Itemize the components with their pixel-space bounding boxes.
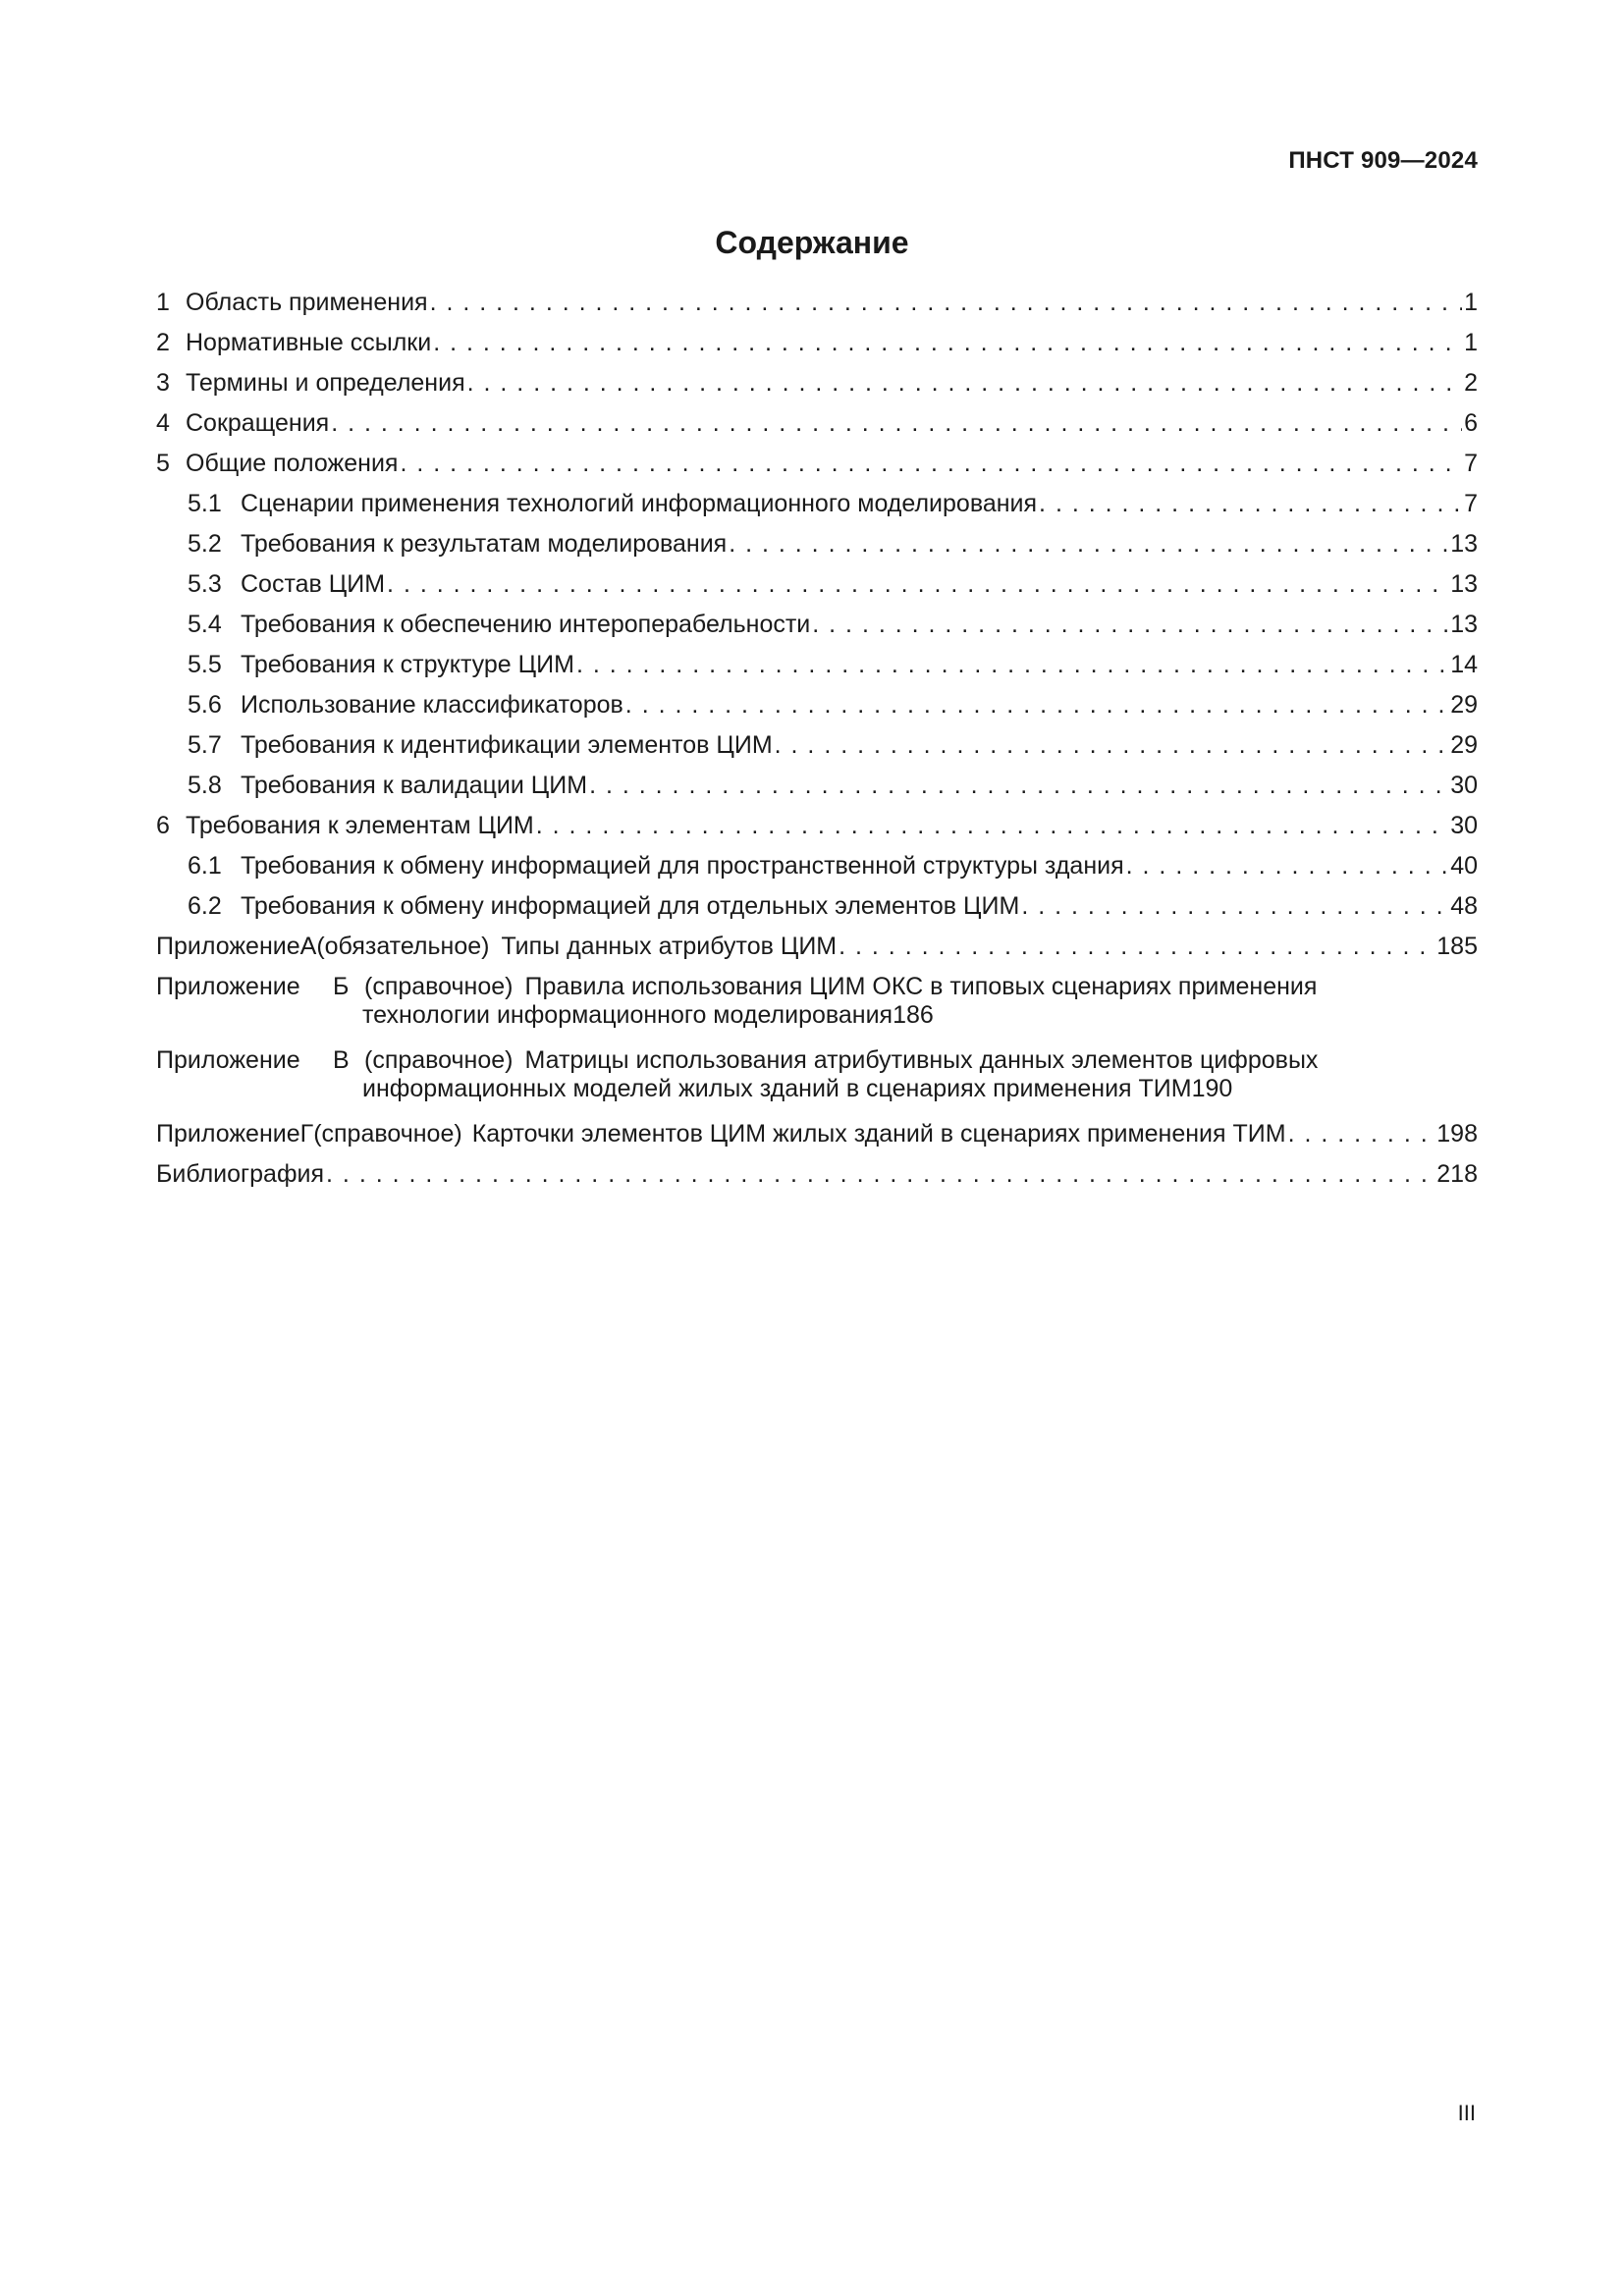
leader-dots	[387, 570, 1448, 599]
toc-item-page: 40	[1450, 852, 1478, 880]
toc-item-page: 30	[1450, 772, 1478, 799]
toc-appendix-a[interactable]	[156, 933, 1478, 973]
toc-item[interactable]	[156, 329, 1478, 369]
toc-item-number: 3	[156, 369, 170, 397]
leader-dots	[331, 409, 1462, 438]
leader-dots	[1126, 852, 1449, 881]
toc-item[interactable]	[156, 369, 1478, 409]
toc-item-page: 6	[1464, 409, 1478, 437]
toc-item-title: Требования к элементам ЦИМ	[186, 812, 534, 839]
appendix-letter: Б	[333, 973, 350, 1000]
leader-dots	[775, 731, 1449, 760]
toc-item-page: 13	[1450, 611, 1478, 638]
toc-item-page: 48	[1450, 892, 1478, 920]
leader-dots	[839, 933, 1435, 961]
leader-dots	[589, 772, 1448, 800]
toc-item-title: Матрицы использования атрибутивных данных элементов цифровых	[524, 1046, 1319, 1074]
toc-subitem[interactable]	[156, 611, 1478, 651]
appendix-word: Приложение	[156, 933, 300, 960]
leader-dots	[1039, 490, 1462, 518]
toc-item-number: 5.4	[188, 611, 222, 638]
leader-dots	[536, 812, 1448, 840]
toc-item-page: 30	[1450, 812, 1478, 839]
toc-item[interactable]	[156, 289, 1478, 329]
leader-dots	[729, 530, 1448, 559]
toc-item-page: 7	[1464, 450, 1478, 477]
toc-item-number: 5.8	[188, 772, 222, 799]
toc-item-title: Требования к валидации ЦИМ	[241, 772, 588, 799]
toc-item-number: 6	[156, 812, 170, 839]
toc-item-page: 13	[1450, 530, 1478, 558]
appendix-word: Приложение	[156, 1120, 300, 1148]
leader-dots	[812, 611, 1448, 639]
appendix-letter: Г	[299, 1120, 314, 1148]
toc-item-page: 13	[1450, 570, 1478, 598]
toc-item-title: Сценарии применения технологий информационного моделирования	[241, 490, 1038, 517]
toc-item-title: Нормативные ссылки	[186, 329, 432, 356]
toc-item-title: Общие положения	[186, 450, 399, 477]
toc-subitem[interactable]	[156, 691, 1478, 731]
toc-item-title: Требования к идентификации элементов ЦИМ	[241, 731, 773, 759]
toc-item-number: 6.2	[188, 892, 222, 920]
toc-appendix-v[interactable]	[156, 1046, 1478, 1120]
toc-item-number: 5.7	[188, 731, 222, 759]
toc-item-page: 218	[1436, 1160, 1478, 1188]
toc-subitem[interactable]	[156, 570, 1478, 611]
appendix-letter: В	[333, 1046, 350, 1074]
toc-item-number: 5.3	[188, 570, 222, 598]
appendix-kind: (справочное)	[364, 1046, 514, 1074]
toc-item-page: 7	[1464, 490, 1478, 517]
toc-item-title: Область применения	[186, 289, 428, 316]
toc-item-page: 185	[1436, 933, 1478, 960]
toc-item-title: Состав ЦИМ	[241, 570, 386, 598]
toc-item-title: Карточки элементов ЦИМ жилых зданий в сценариях применения ТИМ	[471, 1120, 1286, 1148]
toc-item-number: 5.6	[188, 691, 222, 719]
leader-dots	[1021, 892, 1448, 921]
leader-dots	[467, 369, 1462, 398]
toc-appendix-g[interactable]	[156, 1120, 1478, 1160]
toc-subitem[interactable]	[156, 651, 1478, 691]
appendix-word: Приложение	[156, 973, 300, 1000]
document-code: ПНСТ 909—2024	[1288, 147, 1478, 174]
toc-item-title: Требования к обмену информацией для пространственной структуры здания	[241, 852, 1124, 880]
toc-item-number: 5.1	[188, 490, 222, 517]
toc-item-title: Правила использования ЦИМ ОКС в типовых сценариях применения	[524, 973, 1318, 1000]
appendix-kind: (справочное)	[313, 1120, 462, 1148]
toc-appendix-b[interactable]	[156, 973, 1478, 1046]
toc-item-number: 5	[156, 450, 170, 477]
leader-dots	[433, 329, 1462, 357]
toc-item-title: Типы данных атрибутов ЦИМ	[501, 933, 838, 960]
toc-item[interactable]	[156, 450, 1478, 490]
toc-item-page: 186	[893, 1001, 934, 1029]
toc-item-number: 1	[156, 289, 170, 316]
leader-dots	[400, 450, 1462, 478]
toc-item-number: 5.2	[188, 530, 222, 558]
toc-item-number: 4	[156, 409, 170, 437]
toc-item-title: Требования к обмену информацией для отдельных элементов ЦИМ	[241, 892, 1020, 920]
toc-subitem[interactable]	[156, 530, 1478, 570]
page-number: III	[1457, 2101, 1476, 2125]
toc-subitem[interactable]	[156, 490, 1478, 530]
leader-dots	[430, 289, 1463, 317]
toc-title: Содержание	[715, 225, 909, 260]
toc-item-page: 198	[1436, 1120, 1478, 1148]
leader-dots	[1288, 1120, 1435, 1148]
appendix-word: Приложение	[156, 1046, 300, 1074]
appendix-kind: (обязательное)	[316, 933, 490, 960]
appendix-kind: (справочное)	[364, 973, 514, 1000]
toc-item-page: 29	[1450, 731, 1478, 759]
toc-item-page: 190	[1191, 1075, 1233, 1102]
toc-item-title: Сокращения	[186, 409, 330, 437]
toc-item-title-cont: информационных моделей жилых зданий в сценариях применения ТИМ	[362, 1075, 1192, 1102]
toc-item-title: Требования к структуре ЦИМ	[241, 651, 574, 678]
toc-item-number: 2	[156, 329, 170, 356]
leader-dots	[326, 1160, 1435, 1189]
leader-dots	[576, 651, 1448, 679]
toc-bibliography[interactable]	[156, 1160, 1478, 1201]
toc-item-page: 14	[1450, 651, 1478, 678]
toc-item-number: 6.1	[188, 852, 222, 880]
toc-item-number: 5.5	[188, 651, 222, 678]
toc-item-title-cont: технологии информационного моделирования	[362, 1001, 893, 1029]
table-of-contents	[156, 289, 1478, 1201]
toc-item-title: Использование классификаторов	[241, 691, 623, 719]
appendix-letter: А	[299, 933, 317, 960]
toc-item-page: 29	[1450, 691, 1478, 719]
leader-dots	[625, 691, 1448, 720]
toc-item-title: Требования к результатам моделирования	[241, 530, 728, 558]
toc-subitem[interactable]	[156, 852, 1478, 892]
toc-item-title: Библиография	[156, 1160, 325, 1188]
toc-subitem[interactable]	[156, 892, 1478, 933]
toc-item[interactable]	[156, 409, 1478, 450]
toc-item-title: Термины и определения	[186, 369, 465, 397]
toc-item-page: 1	[1464, 329, 1478, 356]
toc-item-page: 2	[1464, 369, 1478, 397]
toc-item-title: Требования к обеспечению интероперабельности	[241, 611, 811, 638]
toc-subitem[interactable]	[156, 731, 1478, 772]
toc-subitem[interactable]	[156, 772, 1478, 812]
toc-item[interactable]	[156, 812, 1478, 852]
toc-item-page: 1	[1464, 289, 1478, 316]
